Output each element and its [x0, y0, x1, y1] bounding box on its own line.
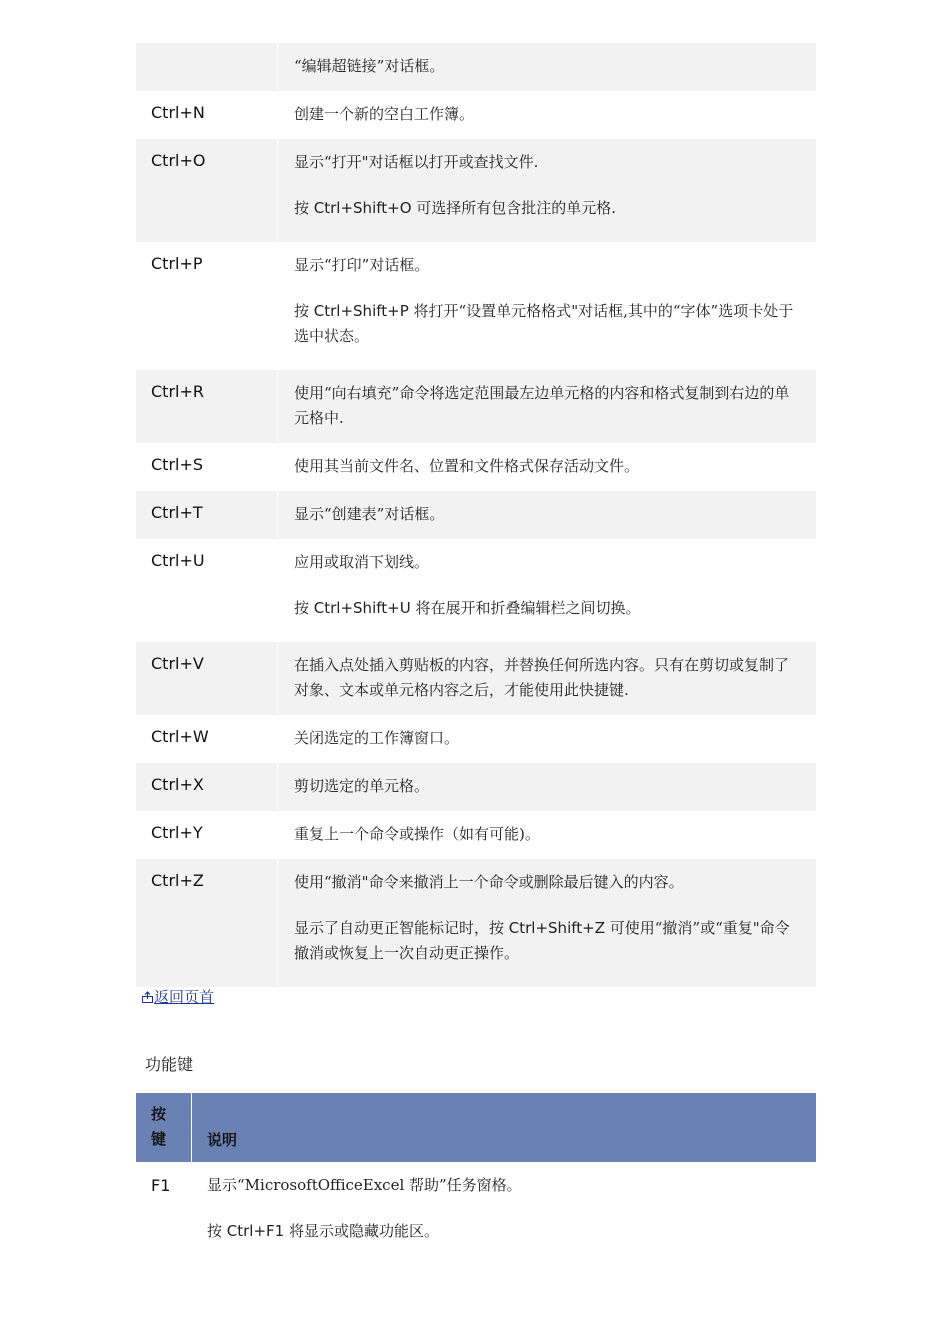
shortcut-description: [278, 242, 816, 370]
description-paragraph: 显示“创建表”对话框。: [294, 505, 445, 523]
table-row: [136, 859, 816, 987]
shortcut-key: Ctrl+U: [151, 551, 205, 570]
shortcut-description: [278, 43, 816, 91]
shortcut-table: [136, 43, 816, 987]
shortcut-key: Ctrl+X: [136, 763, 278, 811]
shortcut-description: [278, 642, 816, 715]
shortcut-key: Ctrl+S: [151, 455, 204, 474]
shortcut-description: [278, 491, 816, 539]
description-paragraph: 关闭选定的工作簿窗口。: [294, 729, 460, 747]
header-key: 按 键: [136, 1093, 192, 1162]
shortcut-key: Ctrl+N: [151, 103, 205, 122]
shortcut-description: [278, 139, 816, 242]
section-title: 功能键: [145, 1055, 194, 1074]
shortcut-key: Ctrl+P: [151, 254, 203, 273]
table-header: [136, 1093, 816, 1163]
description-paragraph: 显示了自动更正智能标记时，按 Ctrl+Shift+Z 可使用“撤消”或“重复"命令撤消或恢复上一次自动更正操作。: [294, 919, 790, 962]
description-paragraph: 按 Ctrl+Shift+P 将打开“设置单元格格式"对话框,其中的“字体”选项卡处于选中状态。: [294, 302, 794, 345]
description-paragraph: 使用其当前文件名、位置和文件格式保存活动文件。: [294, 457, 640, 475]
shortcut-description: [278, 91, 816, 139]
table-row: [136, 139, 816, 242]
description-paragraph: 显示“打印”对话框。: [294, 256, 430, 274]
description-paragraph: 使用“向右填充”命令将选定范围最左边单元格的内容和格式复制到右边的单元格中.: [294, 384, 790, 427]
description-paragraph: 显示“MicrosoftOfficeExcel 帮助”任务窗格。: [207, 1176, 522, 1194]
back-to-top-label[interactable]: 返回页首: [154, 988, 215, 1006]
description-paragraph: 剪切选定的单元格。: [294, 777, 430, 795]
shortcut-description: [278, 763, 816, 811]
shortcut-key: Ctrl+Y: [151, 823, 203, 842]
description-paragraph: 使用“撤消"命令来撤消上一个命令或删除最后键入的内容。: [294, 873, 684, 891]
back-to-top-link[interactable]: [142, 986, 214, 1007]
description-paragraph: 按 Ctrl+Shift+U 将在展开和折叠编辑栏之间切换。: [294, 599, 641, 617]
description-paragraph: 应用或取消下划线。: [294, 553, 430, 571]
shortcut-key: Ctrl+W: [151, 727, 209, 746]
shortcut-description: [278, 539, 816, 642]
table-row: [136, 370, 816, 443]
shortcut-description: [278, 715, 816, 763]
description-paragraph: 重复上一个命令或操作（如有可能)。: [294, 825, 540, 843]
shortcut-key: Ctrl+T: [136, 491, 278, 539]
shortcut-key: [136, 43, 278, 91]
table-row: [136, 642, 816, 715]
table-row: [136, 715, 816, 763]
table-row: [136, 242, 816, 370]
table-row: [136, 91, 816, 139]
shortcut-key: Ctrl+O: [136, 139, 278, 242]
table-row: [136, 539, 816, 642]
function-key: F1: [151, 1176, 171, 1195]
shortcut-description: [278, 370, 816, 443]
table-row: [136, 763, 816, 811]
shortcut-description: [278, 443, 816, 491]
shortcut-key: Ctrl+Z: [136, 859, 278, 987]
table-row: [136, 443, 816, 491]
header-description: 说明: [207, 1131, 238, 1149]
description-paragraph: 按 Ctrl+Shift+O 可选择所有包含批注的单元格.: [294, 199, 617, 217]
table-row: [136, 491, 816, 539]
back-to-top-icon: [142, 991, 153, 1003]
function-key-description: [192, 1163, 816, 1256]
table-row: [136, 43, 816, 91]
table-row: [136, 1163, 816, 1256]
description-paragraph: “编辑超链接”对话框。: [294, 57, 445, 75]
description-paragraph: 创建一个新的空白工作簿。: [294, 105, 475, 123]
function-key-table: [136, 1093, 816, 1256]
description-paragraph: 显示“打开"对话框以打开或查找文件.: [294, 153, 539, 171]
shortcut-key: Ctrl+R: [136, 370, 278, 443]
shortcut-key: Ctrl+V: [136, 642, 278, 715]
description-paragraph: 按 Ctrl+F1 将显示或隐藏功能区。: [207, 1222, 439, 1240]
table-row: [136, 811, 816, 859]
description-paragraph: 在插入点处插入剪贴板的内容，并替换任何所选内容。只有在剪切或复制了对象、文本或单元格内容之后，才能使用此快捷键.: [294, 656, 790, 699]
shortcut-description: [278, 811, 816, 859]
shortcut-description: [278, 859, 816, 987]
